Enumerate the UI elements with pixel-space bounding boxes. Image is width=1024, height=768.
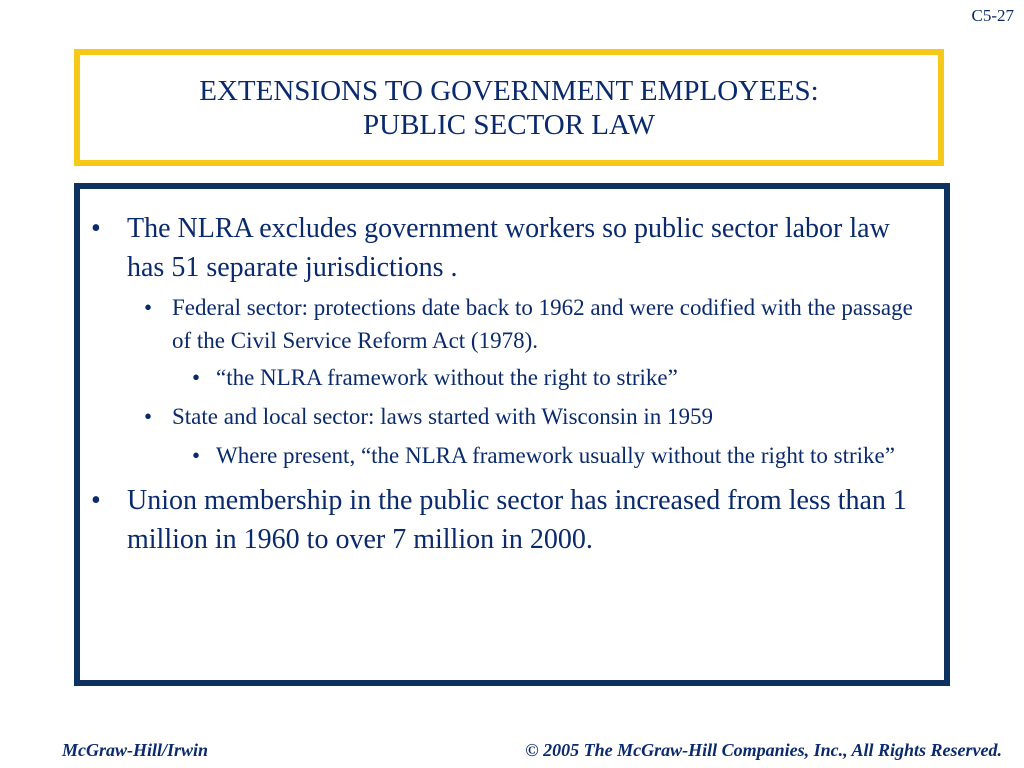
bullet-text: Union membership in the public sector has increased from less than 1 million in 1960 to over 7 million in 2000. [127,485,907,555]
slide-title-line-2: PUBLIC SECTOR LAW [363,108,655,141]
bullet-dot: • [91,213,101,244]
bullet-state-framework [80,439,904,472]
content-box [74,183,950,686]
bullet-text: Federal sector: protections date back to 1962 and were codified with the passage of the Civil Service Reform Act (1978). [172,295,913,353]
bullet-text: State and local sector: laws started with Wisconsin in 1959 [172,404,713,429]
footer-publisher: McGraw-Hill/Irwin [62,740,209,760]
bullet-list [80,209,944,559]
bullet-dot: • [144,404,153,429]
bullet-text: “the NLRA framework without the right to strike” [216,365,678,390]
bullet-dot: • [91,485,101,516]
bullet-dot: • [192,365,201,390]
slide-title-line-1: EXTENSIONS TO GOVERNMENT EMPLOYEES: [199,74,819,107]
bullet-state-local-sector [80,400,924,433]
bullet-text: The NLRA excludes government workers so public sector labor law has 51 separate jurisdictions . [127,213,890,283]
bullet-dot: • [192,443,201,468]
bullet-dot: • [144,295,153,320]
bullet-federal-framework [80,361,904,394]
footer-copyright: © 2005 The McGraw-Hill Companies, Inc., All Rights Reserved. [525,740,1002,760]
slide-number: C5-27 [971,6,1014,25]
bullet-federal-sector [80,291,924,357]
bullet-union-membership [80,481,930,559]
title-box [74,49,944,166]
bullet-nlra-excludes [80,209,930,287]
bullet-text: Where present, “the NLRA framework usually without the right to strike” [216,443,895,468]
slide-title [199,74,819,142]
